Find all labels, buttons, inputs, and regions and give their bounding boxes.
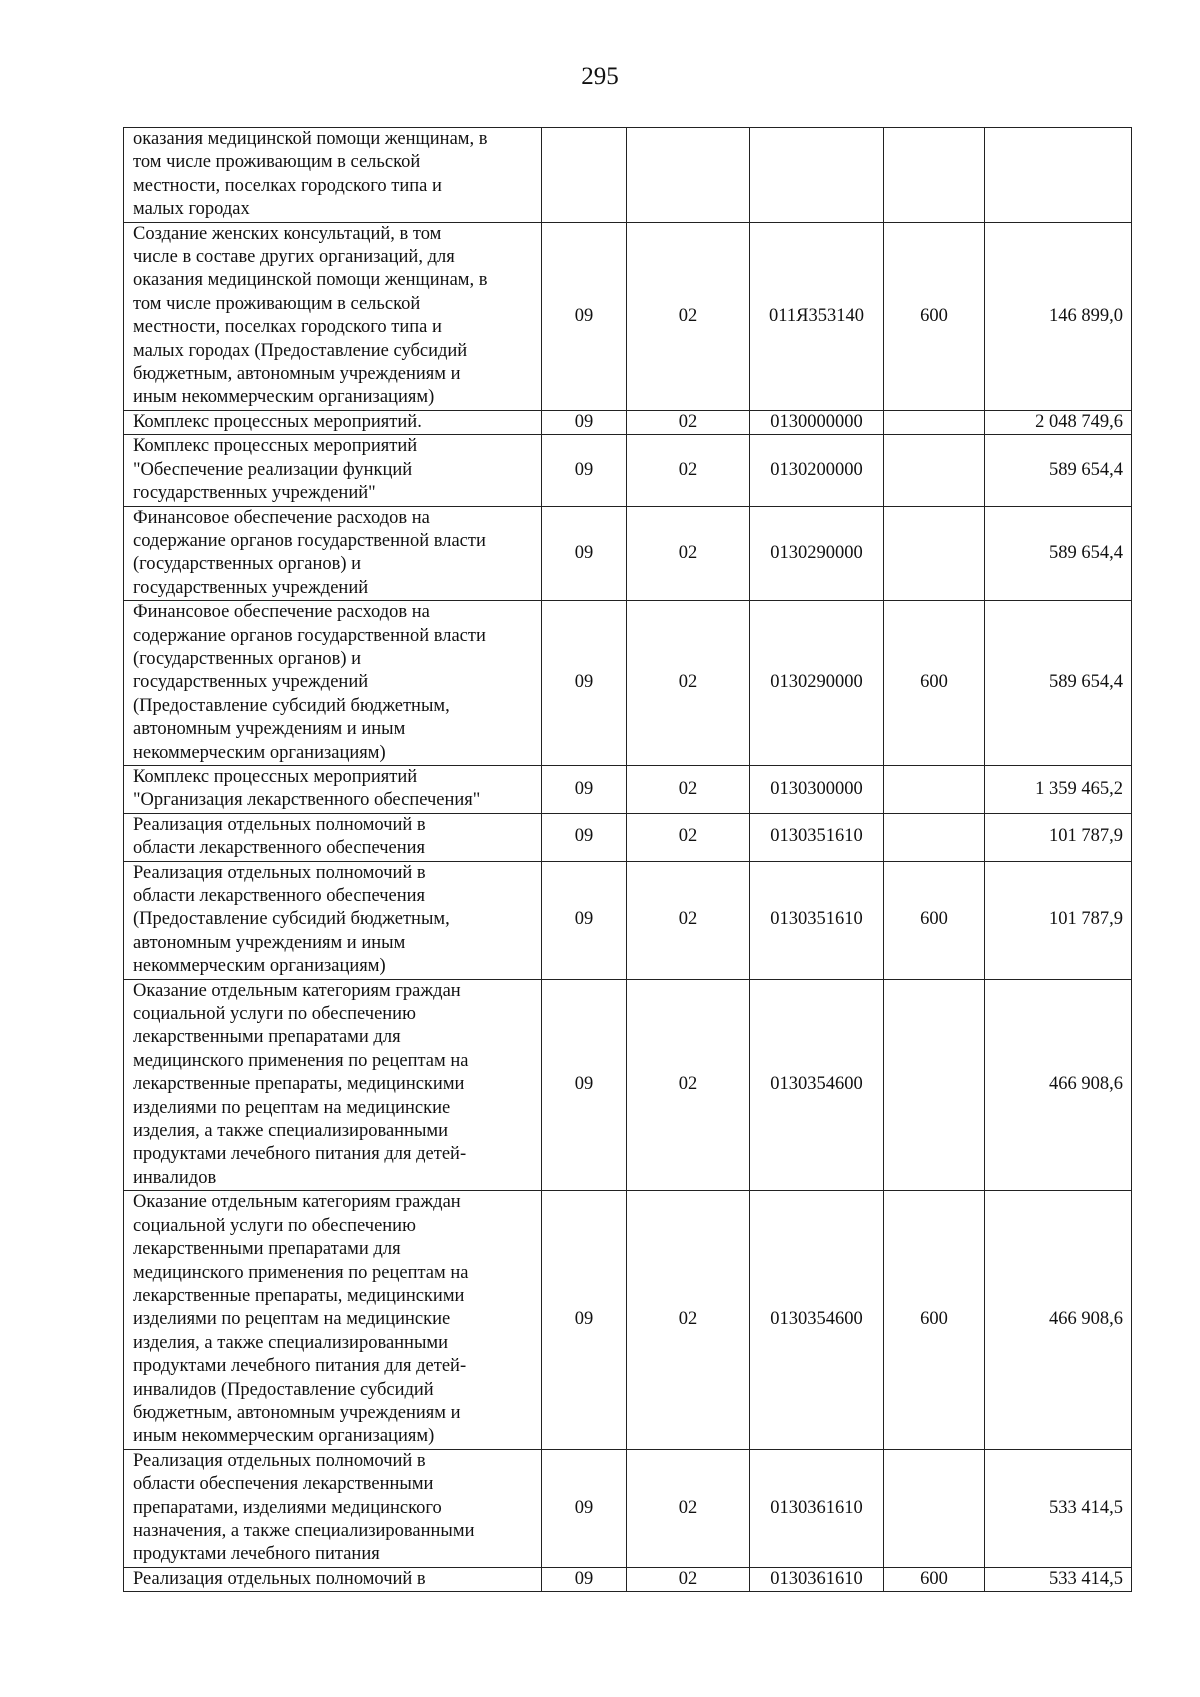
section-code-cell: 09: [542, 979, 627, 1191]
amount-cell: 533 414,5: [985, 1567, 1132, 1591]
target-article-cell: 0130354600: [750, 979, 884, 1191]
target-article-cell: [750, 128, 884, 223]
expense-type-cell: [884, 979, 985, 1191]
subsection-code-cell: 02: [627, 410, 750, 434]
expense-name-cell: Финансовое обеспечение расходов на содержание органов государственной власти (государственных органов) и государственных учреждений: [124, 506, 542, 601]
expense-name-cell: Реализация отдельных полномочий в области обеспечения лекарственными препаратами, изделиями медицинского назначения, а также специализированными продуктами лечебного питания: [124, 1449, 542, 1567]
target-article-cell: 0130290000: [750, 506, 884, 601]
amount-cell: 1 359 465,2: [985, 765, 1132, 813]
subsection-code-cell: 02: [627, 1449, 750, 1567]
section-code-cell: 09: [542, 601, 627, 766]
subsection-code-cell: [627, 128, 750, 223]
target-article-cell: 0130361610: [750, 1567, 884, 1591]
expense-type-cell: [884, 506, 985, 601]
amount-cell: 101 787,9: [985, 861, 1132, 979]
target-article-cell: 0130200000: [750, 435, 884, 506]
subsection-code-cell: 02: [627, 1191, 750, 1449]
amount-cell: 589 654,4: [985, 601, 1132, 766]
expense-name-cell: Реализация отдельных полномочий в области лекарственного обеспечения: [124, 813, 542, 861]
table-row: [124, 222, 1132, 410]
table-row: [124, 1191, 1132, 1449]
subsection-code-cell: 02: [627, 979, 750, 1191]
expense-type-cell: 600: [884, 1567, 985, 1591]
section-code-cell: 09: [542, 1191, 627, 1449]
section-code-cell: 09: [542, 861, 627, 979]
section-code-cell: 09: [542, 1449, 627, 1567]
expense-name-cell: Реализация отдельных полномочий в: [124, 1567, 542, 1591]
subsection-code-cell: 02: [627, 861, 750, 979]
target-article-cell: 0130300000: [750, 765, 884, 813]
expense-type-cell: [884, 765, 985, 813]
amount-cell: 466 908,6: [985, 1191, 1132, 1449]
expense-name-cell: Комплекс процессных мероприятий.: [124, 410, 542, 434]
table-row: [124, 506, 1132, 601]
section-code-cell: 09: [542, 765, 627, 813]
expense-type-cell: 600: [884, 222, 985, 410]
expense-name-cell: Оказание отдельным категориям граждан социальной услуги по обеспечению лекарственными препаратами для медицинского применения по рецептам на лекарственные препараты, медицинскими изделиями по рецептам на медицинские изделия, а также специализированными продуктами лечебного питания для детей- инвалидов: [124, 979, 542, 1191]
expense-name-cell: Реализация отдельных полномочий в области лекарственного обеспечения (Предоставление субсидий бюджетным, автономным учреждениям и иным некоммерческим организациям): [124, 861, 542, 979]
section-code-cell: 09: [542, 506, 627, 601]
expense-type-cell: [884, 128, 985, 223]
expense-name-cell: оказания медицинской помощи женщинам, в том числе проживающим в сельской местности, поселках городского типа и малых городах: [124, 128, 542, 223]
target-article-cell: 0130351610: [750, 813, 884, 861]
subsection-code-cell: 02: [627, 222, 750, 410]
expense-type-cell: [884, 435, 985, 506]
section-code-cell: 09: [542, 1567, 627, 1591]
table-body: [124, 128, 1132, 1592]
amount-cell: [985, 128, 1132, 223]
amount-cell: 101 787,9: [985, 813, 1132, 861]
amount-cell: 2 048 749,6: [985, 410, 1132, 434]
target-article-cell: 0130354600: [750, 1191, 884, 1449]
expense-name-cell: Комплекс процессных мероприятий "Организация лекарственного обеспечения": [124, 765, 542, 813]
table-row: [124, 1567, 1132, 1591]
table-row: [124, 1449, 1132, 1567]
target-article-cell: 0130361610: [750, 1449, 884, 1567]
amount-cell: 589 654,4: [985, 435, 1132, 506]
amount-cell: 466 908,6: [985, 979, 1132, 1191]
expense-type-cell: [884, 410, 985, 434]
table-row: [124, 601, 1132, 766]
table-row: [124, 813, 1132, 861]
section-code-cell: [542, 128, 627, 223]
expense-type-cell: 600: [884, 861, 985, 979]
target-article-cell: 011Я353140: [750, 222, 884, 410]
expense-name-cell: Финансовое обеспечение расходов на содержание органов государственной власти (государственных органов) и государственных учреждений (Предоставление субсидий бюджетным, автономным учреждениям и иным некоммерческим организациям): [124, 601, 542, 766]
section-code-cell: 09: [542, 813, 627, 861]
section-code-cell: 09: [542, 410, 627, 434]
target-article-cell: 0130351610: [750, 861, 884, 979]
amount-cell: 533 414,5: [985, 1449, 1132, 1567]
subsection-code-cell: 02: [627, 435, 750, 506]
table-row: [124, 765, 1132, 813]
subsection-code-cell: 02: [627, 601, 750, 766]
page-number: 295: [581, 63, 619, 90]
subsection-code-cell: 02: [627, 813, 750, 861]
expense-type-cell: 600: [884, 1191, 985, 1449]
amount-cell: 146 899,0: [985, 222, 1132, 410]
expense-name-cell: Комплекс процессных мероприятий "Обеспечение реализации функций государственных учреждений": [124, 435, 542, 506]
section-code-cell: 09: [542, 222, 627, 410]
expense-type-cell: [884, 813, 985, 861]
amount-cell: 589 654,4: [985, 506, 1132, 601]
expense-type-cell: 600: [884, 601, 985, 766]
table-row: [124, 410, 1132, 434]
table-row: [124, 128, 1132, 223]
section-code-cell: 09: [542, 435, 627, 506]
subsection-code-cell: 02: [627, 765, 750, 813]
expense-name-cell: Создание женских консультаций, в том числе в составе других организаций, для оказания медицинской помощи женщинам, в том числе проживающим в сельской местности, поселках городского типа и малых городах (Предоставление субсидий бюджетным, автономным учреждениям и иным некоммерческим организациям): [124, 222, 542, 410]
subsection-code-cell: 02: [627, 506, 750, 601]
budget-table: [123, 127, 1132, 1592]
table-row: [124, 435, 1132, 506]
expense-name-cell: Оказание отдельным категориям граждан социальной услуги по обеспечению лекарственными препаратами для медицинского применения по рецептам на лекарственные препараты, медицинскими изделиями по рецептам на медицинские изделия, а также специализированными продуктами лечебного питания для детей- инвалидов (Предоставление субсидий бюджетным, автономным учреждениям и иным некоммерческим организациям): [124, 1191, 542, 1449]
table-row: [124, 861, 1132, 979]
table-row: [124, 979, 1132, 1191]
subsection-code-cell: 02: [627, 1567, 750, 1591]
expense-type-cell: [884, 1449, 985, 1567]
target-article-cell: 0130000000: [750, 410, 884, 434]
target-article-cell: 0130290000: [750, 601, 884, 766]
